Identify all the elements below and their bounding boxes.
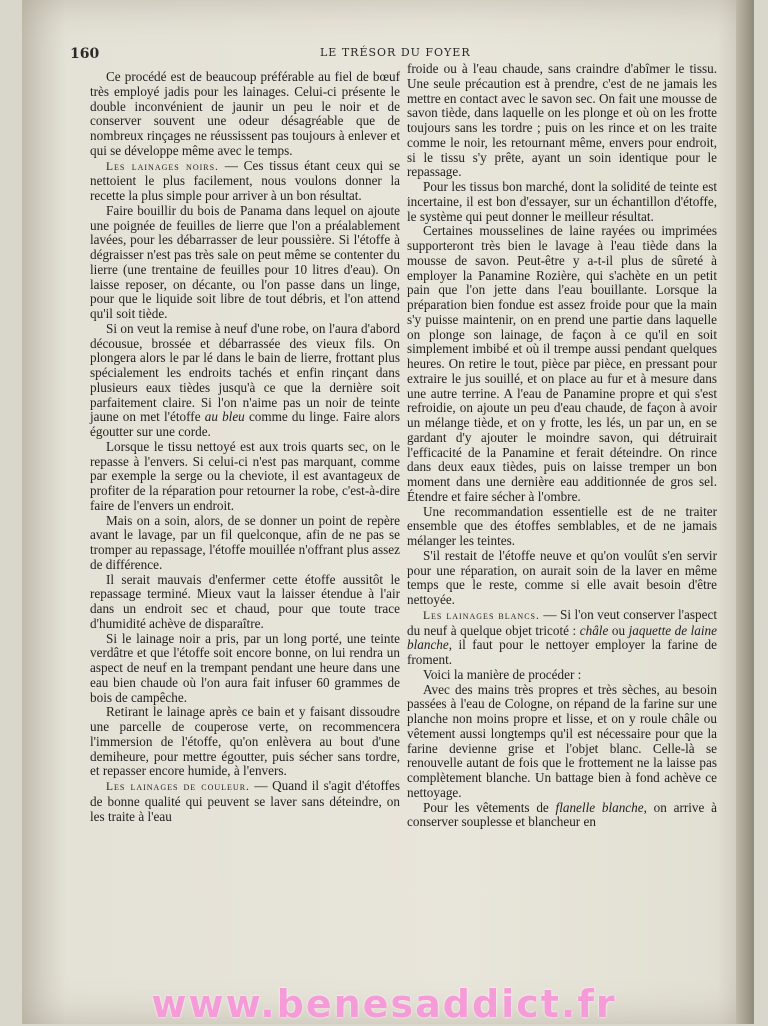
website-watermark: www.benesaddict.fr [151, 982, 617, 1026]
paragraph: Avec des mains très propres et très sèches, au besoin passées à l'eau de Cologne, on répand de la farine sur une planche non moins propre et lisse, et on y roule châle ou vêtement aussi longtemps qu'il est nécessaire pour que la farine devienne grise et l'objet blanc. Celle-là se renouvelle autant de fois que le frottement ne la laisse pas complètement blanche. Un battage bien à fond achève ce nettoyage. [407, 681, 717, 800]
page-spine-shadow [736, 0, 754, 1024]
paragraph: Lorsque le tissu nettoyé est aux trois quarts sec, on le repasse à l'envers. Si celui-ci n'est pas marquant, comme par exemple la serge ou la cheviote, il est avantageux de profiter de la réparation pour retourner la robe, c'est-à-dire faire de l'envers un endroit. [90, 438, 400, 513]
paragraph: Les lainages de couleur. — Quand il s'agit d'étoffes de bonne qualité qui peuvent se laver sans déteindre, on les traite à l'eau [90, 778, 400, 824]
paragraph: Une recommandation essentielle est de ne traiter ensemble que des étoffes semblables, et de ne jamais mélanger les teintes. [407, 503, 717, 548]
paragraph: S'il restait de l'étoffe neuve et qu'on voulût s'en servir pour une réparation, on aurait soin de la laver en même temps que le reste, comme si elle avait besoin d'être nettoyée. [407, 547, 717, 607]
page-number: 160 [70, 46, 100, 62]
running-title: LE TRÉSOR DU FOYER [320, 46, 471, 59]
section-heading: Les lainages noirs. [106, 160, 219, 173]
paragraph: Ce procédé est de beaucoup préférable au fiel de bœuf très employé jadis pour les lainages. Celui-ci présente le double inconvénient de jaunir un peu le noir et de conserver souvent une odeur désagréable que de nombreux rinçages ne réussissent pas toujours à enlever et qui se développe même avec le temps. [90, 69, 400, 158]
book-page [22, 0, 754, 1024]
paragraph: Voici la manière de procéder : [423, 666, 582, 682]
paragraph: Si on veut la remise à neuf d'une robe, on l'aura d'abord décousue, brossée et débarrassée des vieux fils. On plongera alors le par lé dans le bain de lierre, frottant plus spécialement les endroits tachés et enfin rinçant dans plusieurs eaux tièdes jusqu'à ce que la dernière soit parfaitement claire. Si l'on n'aime pas un noir de teinte jaune on met l'étoffe au bleu comme du linge. Faire alors égoutter sur une corde. [90, 320, 400, 439]
paragraph: Retirant le lainage après ce bain et y faisant dissoudre une parcelle de couperose verte, on recommencera l'immersion de l'étoffe, qu'on enlèvera au bout d'une demiheure, pour mettre égoutter, puis sécher sans tordre, et repasser encore humide, à l'envers. [90, 704, 400, 779]
paragraph: Pour les tissus bon marché, dont la solidité de teinte est incertaine, il est bon d'essayer, sur un échantillon d'étoffe, le système qui peut donner le meilleur résultat. [407, 179, 717, 224]
right-column [407, 62, 717, 830]
paragraph: Si le lainage noir a pris, par un long porté, une teinte verdâtre et que l'étoffe soit encore bonne, on lui rendra un aspect de neuf en la trempant pendant une heure dans une eau bien chaude où l'on aura fait infuser 60 grammes de bois de campêche. [90, 630, 400, 705]
paragraph: Certaines mousselines de laine rayées ou imprimées supporteront très bien le lavage à l'eau tiède dans la mousse de savon. Peut-être y a-t-il plus de sûreté à employer la Panamine Rozière, qui s'achète en un petit pain que l'on jette dans l'eau bouillante. Lorsque la préparation bien fondue est assez froide pour que la main s'y puisse maintenir, on en prend une partie dans laquelle on plonge son lainage, de façon à ce qu'il en soit simplement imbibé et où il trempe aussi pendant quelques heures. On retire le tout, pièce par pièce, en pressant pour extraire le jus souillé, et on place au fur et à mesure dans une autre terrine. A l'eau de Panamine propre et qui s'est refroidie, on ajoute un peu d'eau chaude, de façon à avoir un mélange tiède, et on y frotte, les lés, un par un, en se gardant d'y ajouter le moindre savon, qui détruirait l'efficacité de la Panamine et ferait déteindre. On rince dans deux eaux tièdes, puis on laisse tremper un bon moment dans une dernière eau additionnée de gros sel. Étendre et faire sécher à l'ombre. [407, 223, 717, 504]
paragraph: Les lainages blancs. — Si l'on veut conserver l'aspect du neuf à quelque objet tricoté : châle ou jaquette de laine blanche, il faut pour le nettoyer employer la farine de froment. [407, 606, 717, 667]
paragraph: Faire bouillir du bois de Panama dans lequel on ajoute une poignée de feuilles de lierre que l'on a préalablement lavées, pour les débarrasser de leur poussière. Si l'étoffe à dégraisser n'est pas très sale on peut même se contenter du lierre (une trentaine de feuilles pour 10 litres d'eau). On laisse reposer, on décante, ou l'on passe dans un linge, pour que le liquide soit libre de tout débris, et l'on attend qu'il soit tiède. [90, 202, 400, 321]
section-heading: Les lainages de couleur. [106, 781, 250, 793]
paragraph: Mais on a soin, alors, de se donner un point de repère avant le lavage, par un fil quelconque, afin de ne pas se tromper au repassage, l'étoffe mouillée n'offrant plus assez de différence. [90, 512, 400, 572]
paragraph: Les lainages noirs. — Ces tissus étant ceux qui se nettoient le plus facilement, nous voulons donner la recette la plus simple pour arriver à un bon résultat. [90, 157, 400, 203]
left-column [90, 70, 400, 824]
paragraph: froide ou à l'eau chaude, sans craindre d'abîmer le tissu. Une seule précaution est à prendre, c'est de ne jamais les mettre en contact avec le savon sec. On fait une mousse de savon tiède, dans laquelle on les plonge et où on les frotte toujours sans les tordre ; puis on les rince et on les traite comme le noir, les retournant même, envers pour endroit, si le tissu s'y prête, ayant un soin identique pour le repassage. [407, 61, 717, 180]
section-heading: Les lainages blancs. [423, 609, 540, 622]
paragraph: Pour les vêtements de flanelle blanche, on arrive à conserver souplesse et blancheur en [407, 799, 717, 830]
paragraph: Il serait mauvais d'enfermer cette étoffe aussitôt le repassage terminé. Mieux vaut la laisser étendue à l'air dans un endroit sec et chaud, pour que toute trace d'humidité achève de disparaître. [90, 571, 400, 631]
